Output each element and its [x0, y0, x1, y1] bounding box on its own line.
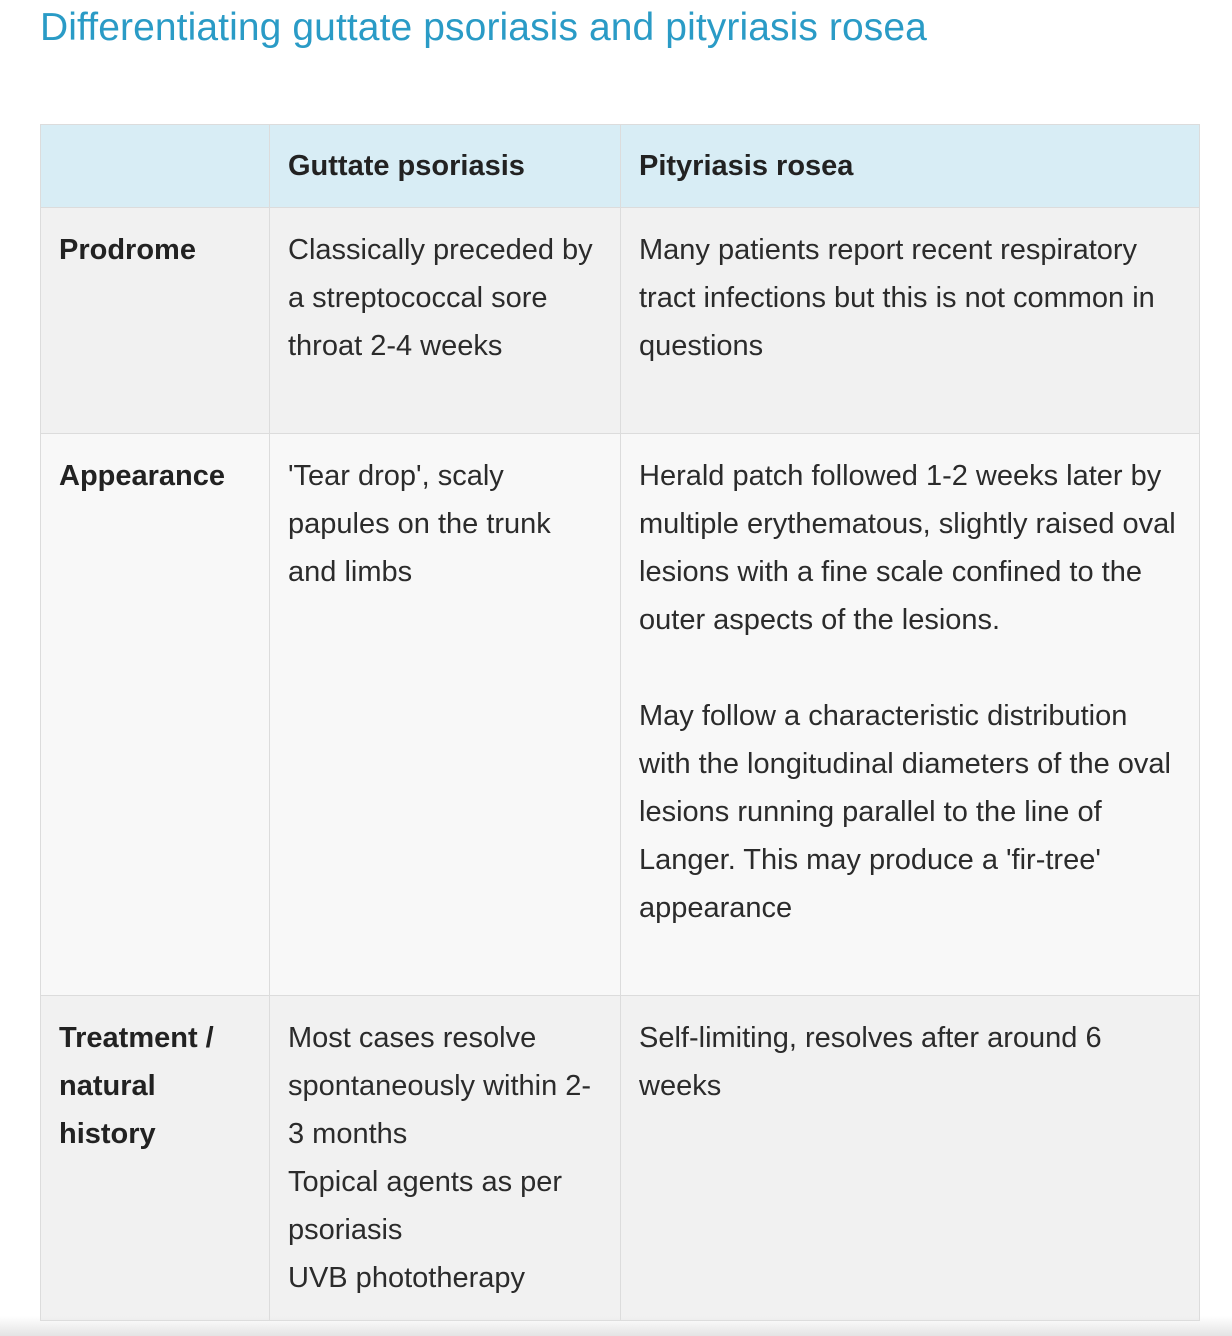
page-title: Differentiating guttate psoriasis and pityriasis rosea [40, 6, 927, 49]
header-guttate-psoriasis: Guttate psoriasis [270, 125, 621, 208]
treatment-rosea-cell [621, 996, 1200, 1321]
prodrome-rosea-text: Many patients report recent respiratory tract infections but this is not common in questions [639, 234, 1155, 362]
prodrome-guttate-cell [270, 208, 621, 434]
appearance-rosea-cell [621, 434, 1200, 996]
treatment-guttate-line-1: Most cases resolve spontaneously within 2-3 months [288, 1022, 592, 1150]
treatment-rosea-text: Self-limiting, resolves after around 6 weeks [639, 1022, 1102, 1102]
row-label-prodrome: Prodrome [41, 208, 270, 434]
header-empty-cell [41, 125, 270, 208]
table-row-prodrome [41, 208, 1200, 434]
treatment-guttate-line-2: Topical agents as per psoriasis [288, 1166, 563, 1246]
prodrome-guttate-text: Classically preceded by a streptococcal sore throat 2-4 weeks [288, 234, 593, 362]
appearance-rosea-paragraph-1: Herald patch followed 1-2 weeks later by multiple erythematous, slightly raised oval lesions with a fine scale confined to the outer aspects of the lesions. [639, 460, 1176, 636]
comparison-table [40, 124, 1200, 1321]
table-row-treatment [41, 996, 1200, 1321]
appearance-guttate-cell [270, 434, 621, 996]
row-label-treatment: Treatment / natural history [41, 996, 270, 1321]
header-pityriasis-rosea: Pityriasis rosea [621, 125, 1200, 208]
bottom-shadow [0, 1316, 1232, 1336]
table-header-row [41, 125, 1200, 208]
appearance-guttate-text: 'Tear drop', scaly papules on the trunk and limbs [288, 460, 551, 588]
paragraph-gap [639, 644, 1181, 692]
table-row-appearance [41, 434, 1200, 996]
row-label-appearance: Appearance [41, 434, 270, 996]
prodrome-rosea-cell [621, 208, 1200, 434]
treatment-guttate-line-3: UVB phototherapy [288, 1262, 525, 1294]
treatment-guttate-cell [270, 996, 621, 1321]
appearance-rosea-paragraph-2: May follow a characteristic distribution with the longitudinal diameters of the oval lesions running parallel to the line of Langer. This may produce a 'fir-tree' appearance [639, 700, 1171, 924]
